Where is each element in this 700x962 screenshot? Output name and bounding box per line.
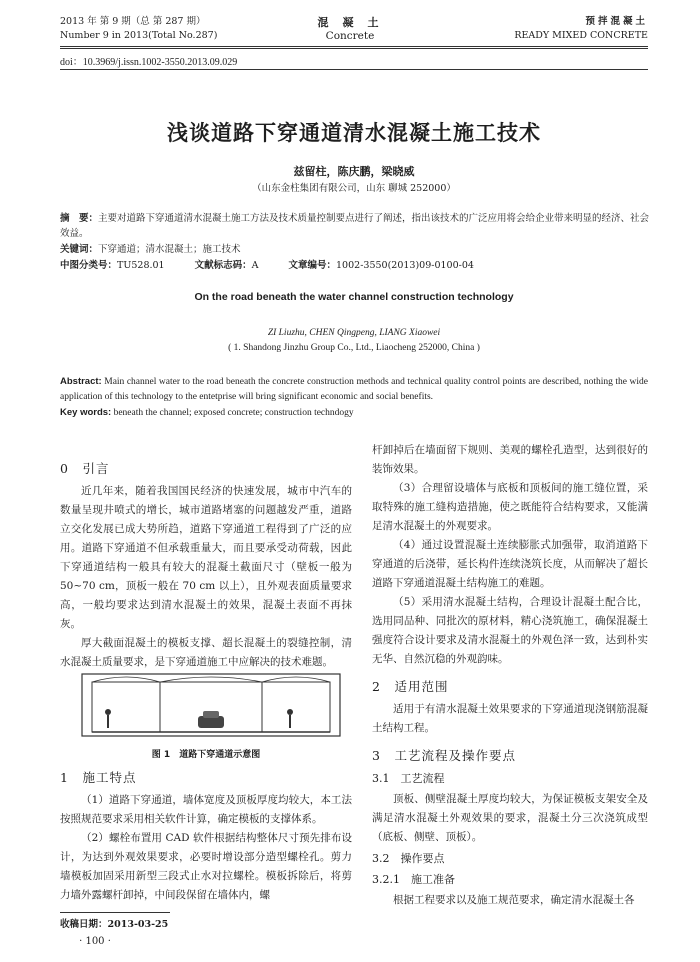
affiliation: （山东金柱集团有限公司，山东 聊城 252000） [252,183,456,194]
abstract-label: 摘 要： [60,213,99,224]
english-authors: ZI Liuzhu, CHEN Qingpeng, LIANG Xiaowei [267,328,441,338]
footnote-rule [60,912,170,913]
feature-paragraph-2-cont: 杆卸掉后在墙面留下规则、美观的螺栓孔造型，达到很好的装饰效果。 [372,444,648,475]
english-kw-label: Key words: [60,407,112,418]
english-affiliation: ( 1. Shandong Jinzhu Group Co., Ltd., Liaocheng 252000, China ) [228,343,480,353]
subsection-3-2-1: 3.2.1 施工准备 [372,873,455,886]
header-rule [60,46,648,47]
english-keywords [60,405,648,421]
received-date [60,916,168,930]
clc-value: TU528.01 [117,260,165,271]
pedestrian-right-head [287,709,293,715]
art-label: 文章编号： [288,260,337,271]
figure-1-diagram [80,670,342,740]
section-3-heading: 3 工艺流程及操作要点 [372,748,516,763]
arch-right [262,677,330,682]
feature-paragraph-4: （4）通过设置混凝土连续膨胀式加强带，取消道路下穿通道的后浇带，延长构件连续浇筑长度，从而解决了超长道路下穿通道混凝土结构施工的难题。 [372,539,648,589]
english-abstract [60,374,648,405]
feature-paragraph-3: （3）合理留设墙体与底板和顶板间的施工缝位置，采取特殊的施工缝构造措施，使之既能符合结构要求，又能满足清水混凝土的外观要求。 [372,482,648,532]
abstract-text: 主要对道路下穿通道清水混凝土施工方法及技术质量控制要点进行了阐述，指出该技术的广泛应用将会给企业带来明显的经济、社会效益。 [60,213,650,239]
issue-cn: 2013 年 第 9 期（总 第 287 期） [60,16,206,27]
figure-1-caption: 图 1 道路下穿通道示意图 [151,750,261,760]
feature-paragraph-1: （1）道路下穿通道，墙体宽度及顶板厚度均较大，本工法按照规范要求采用相关软件计算，确定模板的支撑体系。 [60,794,352,825]
feature-paragraph-2: （2）螺栓布置用 CAD 软件根据结构整体尺寸预先排布设计，为达到外观效果要求，必要时增设部分造型螺栓孔。剪力墙模板加固采用新型三段式止水对拉螺栓。模板拆除后，将剪力墙外露螺杆卸掉，中间段保留在墙体内，螺 [60,832,352,901]
doc-label: 文献标志码： [194,260,252,271]
page-number: · 100 · [79,936,111,947]
english-abstract-label: Abstract: [60,376,102,387]
intro-paragraph-2: 厚大截面混凝土的模板支撑、超长混凝土的裂缝控制，清水混凝土质量要求，是下穿通道施工中应解决的技术难题。 [60,637,352,668]
english-title: On the road beneath the water channel construction technology [194,291,514,303]
art-value: 1002-3550(2013)09-0100-04 [336,260,474,271]
issue-en: Number 9 in 2013(Total No.287) [60,30,218,41]
keywords-text: 下穿通道；清水混凝土；施工技术 [98,244,241,255]
english-abstract-text: Main channel water to the road beneath the concrete construction methods and technical quality control points are described, nothing the wide application of this technology to the entetprise will bring significant economic and social benefits. [60,377,649,402]
subsection-3-2: 3.2 操作要点 [372,852,445,865]
header-rule-2 [60,48,648,49]
subsection-3-1: 3.1 工艺流程 [372,772,445,785]
section-2-heading: 2 适用范围 [372,679,449,694]
pedestrian-left-head [105,709,111,715]
doc-value: A [251,260,259,271]
keywords-label: 关键词： [60,244,99,255]
clc-label: 中图分类号： [60,260,118,271]
journal-cn: 混凝土 [317,16,393,29]
authors: 兹留柱，陈庆鹏，梁晓威 [293,165,415,178]
right-column [372,441,648,910]
car-top [203,711,219,718]
left-column [60,455,352,672]
preparation-paragraph: 根据工程要求以及施工规范要求，确定清水混凝土各 [393,894,635,906]
page-title: 浅谈道路下穿通道清水混凝土施工技术 [167,121,541,145]
scope-paragraph: 适用于有清水混凝土效果要求的下穿通道现浇钢筋混凝土结构工程。 [372,703,648,734]
journal-en: Concrete [325,30,375,42]
section-1-heading: 1 施工特点 [60,770,137,785]
arch-left [92,677,160,682]
section-en: READY MIXED CONCRETE [514,30,648,41]
doi: doi：10.3969/j.issn.1002-3550.2013.09.029 [60,57,238,68]
classification-line [60,258,650,273]
feature-paragraph-5: （5）采用清水混凝土结构，合理设计混凝土配合比，选用同品种、同批次的原材料，精心浇筑施工，确保混凝土强度符合设计要求及清水混凝土的外观色泽一致，达到朴实无华、自然沉稳的外观韵味。 [372,596,648,665]
received-text: 收稿日期：2013-03-25 [60,919,169,930]
left-column-lower [60,764,352,905]
doi-rule [60,69,648,70]
keywords-cn [60,242,650,257]
intro-paragraph-1: 近几年来，随着我国国民经济的快速发展，城市中汽车的数量呈现井喷式的增长，城市道路堵塞的问题越发严重，道路立交化发展已成大势所趋，道路下穿通道工程得到了广泛的应用。道路下穿通道不但承载重量大，而且要承受动荷载，因此下穿通道结构一般具有较大的混凝土截面尺寸（壁板一般为 50~70 cm，顶板一般在 70 cm 以上），且外观表面质量要求高，一般均要求达到清水混凝土的效果，混凝土表面不再抹灰。 [60,485,352,630]
english-kw-text: beneath the channel; exposed concrete; construction techndogy [113,408,354,418]
process-paragraph: 顶板、侧壁混凝土厚度均较大，为保证模板支架安全及满足清水混凝土外观效果的要求，混凝土分三次浇筑成型（底板、侧壁、顶板）。 [372,793,648,843]
section-0-heading: 0 引言 [60,461,110,476]
abstract-cn [60,211,650,241]
section-cn: 预拌混凝土 [585,16,648,27]
arch-center [160,677,262,682]
